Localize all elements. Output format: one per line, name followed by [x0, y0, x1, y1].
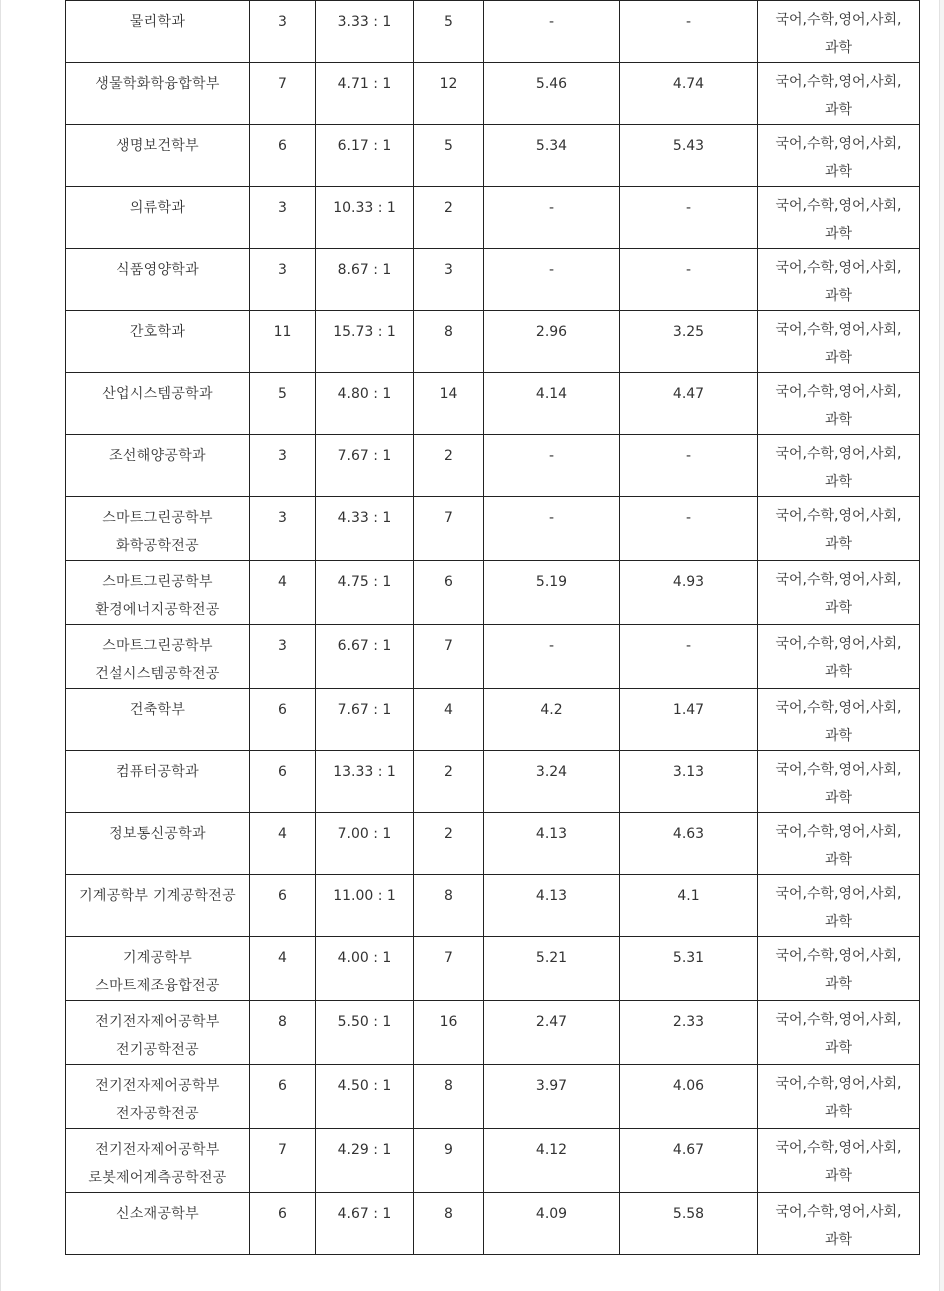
cut-grade-cell: 1.47 [620, 689, 758, 751]
quota-cell: 3 [250, 435, 316, 497]
table-row [66, 937, 920, 1001]
competition-rate-cell: 4.80 : 1 [316, 373, 414, 435]
department-cell: 스마트그린공학부 건설시스템공학전공 [66, 625, 250, 689]
table-row [66, 561, 920, 625]
subjects-cell: 국어,수학,영어,사회,과학 [758, 435, 920, 497]
average-grade-cell: - [484, 625, 620, 689]
rank-cell: 5 [414, 1, 484, 63]
rank-cell: 2 [414, 435, 484, 497]
average-grade-cell: 5.46 [484, 63, 620, 125]
competition-rate-cell: 4.71 : 1 [316, 63, 414, 125]
table-row [66, 1001, 920, 1065]
department-cell: 전기전자제어공학부 전기공학전공 [66, 1001, 250, 1065]
quota-cell: 6 [250, 125, 316, 187]
subjects-cell: 국어,수학,영어,사회,과학 [758, 1001, 920, 1065]
quota-cell: 3 [250, 497, 316, 561]
average-grade-cell: 4.09 [484, 1193, 620, 1255]
department-cell: 물리학과 [66, 1, 250, 63]
competition-rate-cell: 13.33 : 1 [316, 751, 414, 813]
subjects-cell: 국어,수학,영어,사회,과학 [758, 625, 920, 689]
rank-cell: 7 [414, 497, 484, 561]
competition-rate-cell: 4.00 : 1 [316, 937, 414, 1001]
quota-cell: 3 [250, 625, 316, 689]
subjects-cell: 국어,수학,영어,사회,과학 [758, 1129, 920, 1193]
cut-grade-cell: 4.67 [620, 1129, 758, 1193]
competition-rate-cell: 6.17 : 1 [316, 125, 414, 187]
quota-cell: 11 [250, 311, 316, 373]
department-cell: 전기전자제어공학부 전자공학전공 [66, 1065, 250, 1129]
subjects-cell: 국어,수학,영어,사회,과학 [758, 813, 920, 875]
subjects-cell: 국어,수학,영어,사회,과학 [758, 1193, 920, 1255]
average-grade-cell: 3.97 [484, 1065, 620, 1129]
quota-cell: 3 [250, 187, 316, 249]
department-cell: 조선해양공학과 [66, 435, 250, 497]
quota-cell: 4 [250, 813, 316, 875]
quota-cell: 4 [250, 937, 316, 1001]
cut-grade-cell: 3.13 [620, 751, 758, 813]
quota-cell: 4 [250, 561, 316, 625]
quota-cell: 5 [250, 373, 316, 435]
table-row [66, 625, 920, 689]
table-row [66, 689, 920, 751]
subjects-cell: 국어,수학,영어,사회,과학 [758, 249, 920, 311]
department-cell: 스마트그린공학부 화학공학전공 [66, 497, 250, 561]
quota-cell: 3 [250, 1, 316, 63]
quota-cell: 3 [250, 249, 316, 311]
table-row [66, 1193, 920, 1255]
subjects-cell: 국어,수학,영어,사회,과학 [758, 187, 920, 249]
rank-cell: 5 [414, 125, 484, 187]
average-grade-cell: - [484, 497, 620, 561]
cut-grade-cell: 4.47 [620, 373, 758, 435]
quota-cell: 7 [250, 63, 316, 125]
competition-rate-cell: 4.29 : 1 [316, 1129, 414, 1193]
table-row [66, 1129, 920, 1193]
department-cell: 기계공학부 기계공학전공 [66, 875, 250, 937]
cut-grade-cell: 4.74 [620, 63, 758, 125]
table-row [66, 1, 920, 63]
cut-grade-cell: 5.31 [620, 937, 758, 1001]
average-grade-cell: - [484, 435, 620, 497]
department-cell: 신소재공학부 [66, 1193, 250, 1255]
table-row [66, 435, 920, 497]
table-row [66, 497, 920, 561]
subjects-cell: 국어,수학,영어,사회,과학 [758, 561, 920, 625]
average-grade-cell: - [484, 249, 620, 311]
cut-grade-cell: - [620, 497, 758, 561]
table-row [66, 751, 920, 813]
competition-rate-cell: 7.67 : 1 [316, 689, 414, 751]
cut-grade-cell: - [620, 625, 758, 689]
rank-cell: 9 [414, 1129, 484, 1193]
cut-grade-cell: - [620, 187, 758, 249]
quota-cell: 8 [250, 1001, 316, 1065]
table-row [66, 311, 920, 373]
rank-cell: 8 [414, 1193, 484, 1255]
rank-cell: 2 [414, 751, 484, 813]
table-row [66, 187, 920, 249]
table-row [66, 125, 920, 187]
subjects-cell: 국어,수학,영어,사회,과학 [758, 497, 920, 561]
quota-cell: 6 [250, 689, 316, 751]
average-grade-cell: 4.12 [484, 1129, 620, 1193]
table-row [66, 373, 920, 435]
rank-cell: 2 [414, 187, 484, 249]
rank-cell: 16 [414, 1001, 484, 1065]
competition-rate-cell: 5.50 : 1 [316, 1001, 414, 1065]
cut-grade-cell: 5.58 [620, 1193, 758, 1255]
competition-rate-cell: 4.67 : 1 [316, 1193, 414, 1255]
cut-grade-cell: - [620, 435, 758, 497]
subjects-cell: 국어,수학,영어,사회,과학 [758, 373, 920, 435]
subjects-cell: 국어,수학,영어,사회,과학 [758, 689, 920, 751]
rank-cell: 3 [414, 249, 484, 311]
average-grade-cell: 2.96 [484, 311, 620, 373]
rank-cell: 14 [414, 373, 484, 435]
department-cell: 산업시스템공학과 [66, 373, 250, 435]
competition-rate-cell: 4.33 : 1 [316, 497, 414, 561]
cut-grade-cell: 4.63 [620, 813, 758, 875]
table-row [66, 813, 920, 875]
quota-cell: 6 [250, 1193, 316, 1255]
subjects-cell: 국어,수학,영어,사회,과학 [758, 1, 920, 63]
competition-rate-cell: 8.67 : 1 [316, 249, 414, 311]
competition-rate-cell: 4.50 : 1 [316, 1065, 414, 1129]
competition-rate-cell: 4.75 : 1 [316, 561, 414, 625]
rank-cell: 8 [414, 1065, 484, 1129]
subjects-cell: 국어,수학,영어,사회,과학 [758, 63, 920, 125]
cut-grade-cell: - [620, 1, 758, 63]
department-cell: 생물학화학융합학부 [66, 63, 250, 125]
rank-cell: 8 [414, 311, 484, 373]
subjects-cell: 국어,수학,영어,사회,과학 [758, 937, 920, 1001]
average-grade-cell: 4.2 [484, 689, 620, 751]
department-cell: 컴퓨터공학과 [66, 751, 250, 813]
average-grade-cell: - [484, 187, 620, 249]
department-cell: 간호학과 [66, 311, 250, 373]
cut-grade-cell: 5.43 [620, 125, 758, 187]
department-cell: 전기전자제어공학부 로봇제어계측공학전공 [66, 1129, 250, 1193]
department-cell: 건축학부 [66, 689, 250, 751]
average-grade-cell: 4.13 [484, 875, 620, 937]
table-body [66, 1, 920, 1255]
competition-rate-cell: 7.67 : 1 [316, 435, 414, 497]
average-grade-cell: 3.24 [484, 751, 620, 813]
competition-rate-cell: 6.67 : 1 [316, 625, 414, 689]
department-cell: 생명보건학부 [66, 125, 250, 187]
cut-grade-cell: 4.93 [620, 561, 758, 625]
cut-grade-cell: 3.25 [620, 311, 758, 373]
rank-cell: 8 [414, 875, 484, 937]
rank-cell: 12 [414, 63, 484, 125]
rank-cell: 7 [414, 937, 484, 1001]
competition-rate-cell: 11.00 : 1 [316, 875, 414, 937]
average-grade-cell: 4.14 [484, 373, 620, 435]
average-grade-cell: 5.19 [484, 561, 620, 625]
quota-cell: 7 [250, 1129, 316, 1193]
rank-cell: 7 [414, 625, 484, 689]
rank-cell: 4 [414, 689, 484, 751]
competition-rate-cell: 3.33 : 1 [316, 1, 414, 63]
average-grade-cell: - [484, 1, 620, 63]
table-row [66, 249, 920, 311]
rank-cell: 6 [414, 561, 484, 625]
cut-grade-cell: - [620, 249, 758, 311]
department-cell: 의류학과 [66, 187, 250, 249]
subjects-cell: 국어,수학,영어,사회,과학 [758, 875, 920, 937]
quota-cell: 6 [250, 1065, 316, 1129]
cut-grade-cell: 4.1 [620, 875, 758, 937]
quota-cell: 6 [250, 751, 316, 813]
table-row [66, 63, 920, 125]
subjects-cell: 국어,수학,영어,사회,과학 [758, 311, 920, 373]
cut-grade-cell: 4.06 [620, 1065, 758, 1129]
table-row [66, 1065, 920, 1129]
subjects-cell: 국어,수학,영어,사회,과학 [758, 751, 920, 813]
rank-cell: 2 [414, 813, 484, 875]
competition-rate-cell: 10.33 : 1 [316, 187, 414, 249]
department-cell: 식품영양학과 [66, 249, 250, 311]
department-cell: 스마트그린공학부 환경에너지공학전공 [66, 561, 250, 625]
department-cell: 정보통신공학과 [66, 813, 250, 875]
average-grade-cell: 5.21 [484, 937, 620, 1001]
average-grade-cell: 2.47 [484, 1001, 620, 1065]
cut-grade-cell: 2.33 [620, 1001, 758, 1065]
average-grade-cell: 4.13 [484, 813, 620, 875]
department-cell: 기계공학부 스마트제조융합전공 [66, 937, 250, 1001]
quota-cell: 6 [250, 875, 316, 937]
competition-rate-cell: 7.00 : 1 [316, 813, 414, 875]
admission-results-table [65, 0, 920, 1255]
average-grade-cell: 5.34 [484, 125, 620, 187]
table-row [66, 875, 920, 937]
subjects-cell: 국어,수학,영어,사회,과학 [758, 125, 920, 187]
competition-rate-cell: 15.73 : 1 [316, 311, 414, 373]
subjects-cell: 국어,수학,영어,사회,과학 [758, 1065, 920, 1129]
